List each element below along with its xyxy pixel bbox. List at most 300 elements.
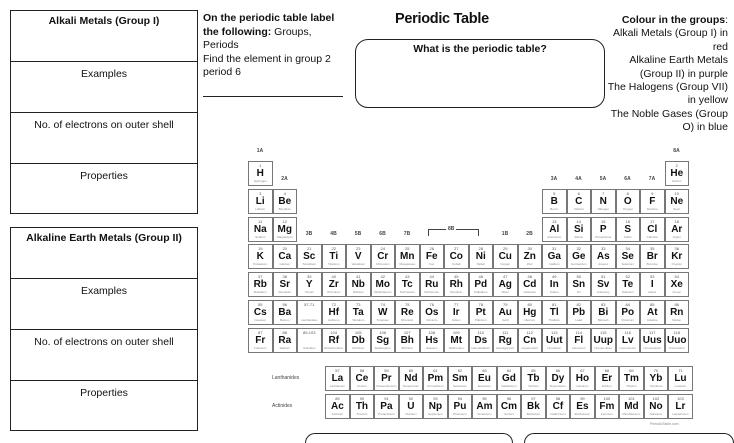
element-cell-sn[interactable] xyxy=(567,272,592,297)
element-name: Sulfur xyxy=(623,235,632,239)
element-cell-po[interactable] xyxy=(616,300,641,325)
element-name: Sodium xyxy=(255,235,266,239)
element-name: Neon xyxy=(673,207,681,211)
atomic-number: 9 xyxy=(651,191,654,196)
element-name: Tungsten xyxy=(376,318,389,322)
element-cell-uuo[interactable] xyxy=(665,328,690,353)
element-cell-rg[interactable] xyxy=(493,328,518,353)
element-name: Caesium xyxy=(254,318,267,322)
element-cell-k[interactable] xyxy=(248,244,273,269)
element-cell-n[interactable] xyxy=(591,189,616,214)
alkaline-earth-electrons-field[interactable]: No. of electrons on outer shell xyxy=(11,330,197,381)
element-name: Arsenic xyxy=(598,262,609,266)
element-name: Einsteinium xyxy=(574,412,591,416)
element-symbol: Ds xyxy=(474,335,488,346)
element-cell-uut[interactable] xyxy=(542,328,567,353)
element-name: Iridium xyxy=(451,318,461,322)
element-symbol: Mt xyxy=(450,335,463,346)
element-cell-ar[interactable] xyxy=(665,217,690,242)
element-cell-fr[interactable] xyxy=(248,328,273,353)
element-name: Mendelevium xyxy=(622,412,641,416)
element-cell-bk[interactable] xyxy=(521,394,546,419)
element-cell-cr[interactable] xyxy=(371,244,396,269)
atomic-number: 81 xyxy=(552,302,557,307)
element-cell-mn[interactable] xyxy=(395,244,420,269)
element-cell-nd[interactable] xyxy=(399,366,424,391)
element-name: Lutetium xyxy=(674,384,687,388)
element-cell-gd[interactable] xyxy=(497,366,522,391)
element-cell-pd[interactable] xyxy=(469,272,494,297)
atomic-number: 100 xyxy=(603,396,611,401)
atomic-number: 33 xyxy=(601,246,606,251)
element-cell-yb[interactable] xyxy=(644,366,669,391)
element-name: Ytterbium xyxy=(649,384,663,388)
element-cell-p[interactable] xyxy=(591,217,616,242)
atomic-number: 76 xyxy=(429,302,434,307)
alkali-electrons-field[interactable]: No. of electrons on outer shell xyxy=(11,113,197,164)
element-symbol: Tm xyxy=(623,373,639,384)
element-name: Astatine xyxy=(646,318,658,322)
alkali-examples-field[interactable]: Examples xyxy=(11,62,197,113)
element-cell-tc[interactable] xyxy=(395,272,420,297)
element-name: Strontium xyxy=(278,290,292,294)
element-cell-mo[interactable] xyxy=(371,272,396,297)
element-cell-fe[interactable] xyxy=(420,244,445,269)
element-cell-lu[interactable] xyxy=(668,366,693,391)
atomic-number: 117 xyxy=(649,330,656,335)
element-symbol: Nd xyxy=(404,373,418,384)
element-cell-pt[interactable] xyxy=(469,300,494,325)
element-name: Phosphorus xyxy=(595,235,612,239)
element-cell-rh[interactable] xyxy=(444,272,469,297)
element-cell-rb[interactable] xyxy=(248,272,273,297)
instructions-bold: On the periodic table label the following: xyxy=(203,12,335,38)
element-cell-pa[interactable] xyxy=(374,394,399,419)
element-name: Tantalum xyxy=(352,318,365,322)
element-symbol: Cu xyxy=(498,251,512,262)
element-symbol: Uuo xyxy=(667,335,687,346)
element-cell-ho[interactable] xyxy=(570,366,595,391)
atomic-number: 2 xyxy=(675,163,678,168)
atomic-number: 80 xyxy=(527,302,532,307)
element-cell-uus[interactable] xyxy=(640,328,665,353)
element-symbol: Hf xyxy=(328,307,340,318)
atomic-number: 34 xyxy=(625,246,630,251)
group-label-6a: 6A xyxy=(624,176,631,182)
element-symbol: Cf xyxy=(552,401,564,412)
element-cell-eu[interactable] xyxy=(472,366,497,391)
atomic-number: 109 xyxy=(452,330,460,335)
element-symbol: Lv xyxy=(621,335,634,346)
element-symbol: Pr xyxy=(381,373,392,384)
element-cell-at[interactable] xyxy=(640,300,665,325)
element-cell-br[interactable] xyxy=(640,244,665,269)
element-cell-cm[interactable] xyxy=(497,394,522,419)
element-symbol: Mn xyxy=(400,251,415,262)
atomic-number: 113 xyxy=(551,330,558,335)
element-name: Xenon xyxy=(672,290,682,294)
alkali-title: Alkali Metals (Group I) xyxy=(11,11,197,62)
group-label-6b: 6B xyxy=(379,231,386,237)
element-cell-fl[interactable] xyxy=(567,328,592,353)
element-symbol: Tb xyxy=(527,373,540,384)
element-cell-sc[interactable] xyxy=(297,244,322,269)
atomic-number: 42 xyxy=(380,274,385,279)
atomic-number: 15 xyxy=(601,219,606,224)
element-cell-os[interactable] xyxy=(420,300,445,325)
atomic-number: 20 xyxy=(282,246,287,251)
atomic-number: 88 xyxy=(282,330,287,335)
atomic-number: 83 xyxy=(601,302,606,307)
element-symbol: Mo xyxy=(375,279,390,290)
atomic-number: 65 xyxy=(531,368,536,373)
element-cell-es[interactable] xyxy=(570,394,595,419)
alkaline-earth-properties-field[interactable]: Properties xyxy=(80,387,128,399)
element-name: Indium xyxy=(549,290,559,294)
element-cell-db[interactable] xyxy=(346,328,371,353)
element-cell-la[interactable] xyxy=(325,366,350,391)
element-cell-cd[interactable] xyxy=(518,272,543,297)
element-cell-lv[interactable] xyxy=(616,328,641,353)
element-name: Meitnerium xyxy=(448,346,464,350)
element-name: Lanthanides xyxy=(301,318,318,322)
atomic-number: 45 xyxy=(454,274,459,279)
element-cell-cn[interactable] xyxy=(518,328,543,353)
element-cell-pm[interactable] xyxy=(423,366,448,391)
element-symbol: K xyxy=(256,251,264,262)
atomic-number: 106 xyxy=(379,330,387,335)
element-cell-te[interactable] xyxy=(616,272,641,297)
answer-line[interactable] xyxy=(203,96,343,97)
element-name: Plutonium xyxy=(453,412,467,416)
element-cell-na[interactable] xyxy=(248,217,273,242)
element-cell-cf[interactable] xyxy=(546,394,571,419)
element-symbol: Si xyxy=(574,224,584,235)
element-symbol: Ag xyxy=(498,279,512,290)
element-symbol: Ne xyxy=(670,196,684,207)
atomic-number: 4 xyxy=(283,191,286,196)
element-cell-ti[interactable] xyxy=(322,244,347,269)
element-cell-ge[interactable] xyxy=(567,244,592,269)
element-name: Tin xyxy=(576,290,581,294)
element-cell-ds[interactable] xyxy=(469,328,494,353)
atomic-number: 69 xyxy=(629,368,634,373)
atomic-number: 71 xyxy=(678,368,683,373)
element-name: Nickel xyxy=(476,262,485,266)
element-name: Hydrogen xyxy=(253,179,267,183)
element-symbol: Li xyxy=(255,196,265,207)
element-cell-mg[interactable] xyxy=(273,217,298,242)
element-cell-placeholder[interactable] xyxy=(297,328,322,353)
atomic-number: 97 xyxy=(531,396,536,401)
element-cell-c[interactable] xyxy=(567,189,592,214)
element-symbol: Er xyxy=(601,373,613,384)
element-cell-co[interactable] xyxy=(444,244,469,269)
atomic-number: 26 xyxy=(429,246,434,251)
element-name: Hafnium xyxy=(328,318,340,322)
element-name: Rutherfordium xyxy=(324,346,344,350)
element-cell-hf[interactable] xyxy=(322,300,347,325)
element-symbol: Tc xyxy=(401,279,413,290)
element-name: Berkelium xyxy=(526,412,541,416)
element-symbol: Uut xyxy=(545,335,563,346)
element-cell-hs[interactable] xyxy=(420,328,445,353)
element-name: Titanium xyxy=(328,262,340,266)
element-symbol: Es xyxy=(576,401,589,412)
atomic-number: 101 xyxy=(628,396,635,401)
element-symbol: Ir xyxy=(452,307,460,318)
element-symbol: Ac xyxy=(331,401,344,412)
element-symbol: Na xyxy=(253,224,267,235)
element-name: Fluorine xyxy=(646,207,658,211)
element-cell-ta[interactable] xyxy=(346,300,371,325)
element-cell-kr[interactable] xyxy=(665,244,690,269)
atomic-number: 51 xyxy=(601,274,606,279)
element-cell-rf[interactable] xyxy=(322,328,347,353)
element-cell-i[interactable] xyxy=(640,272,665,297)
element-cell-tl[interactable] xyxy=(542,300,567,325)
atomic-number: 23 xyxy=(356,246,361,251)
element-cell-si[interactable] xyxy=(567,217,592,242)
element-symbol: Md xyxy=(624,401,639,412)
element-cell-ag[interactable] xyxy=(493,272,518,297)
group-label-7a: 7A xyxy=(648,176,656,182)
element-cell-pu[interactable] xyxy=(448,394,473,419)
element-name: Germanium xyxy=(570,262,587,266)
atomic-number: 27 xyxy=(454,246,459,251)
element-name: Silver xyxy=(501,290,509,294)
element-cell-tb[interactable] xyxy=(521,366,546,391)
element-symbol: Cs xyxy=(253,307,267,318)
element-name: Oxygen xyxy=(622,207,633,211)
element-name: Barium xyxy=(279,318,290,322)
element-cell-fm[interactable] xyxy=(595,394,620,419)
element-cell-ce[interactable] xyxy=(350,366,375,391)
alkali-properties-field[interactable]: Properties xyxy=(80,170,128,182)
element-name: Zirconium xyxy=(327,290,341,294)
element-cell-s[interactable] xyxy=(616,217,641,242)
atomic-number: 99 xyxy=(580,396,585,401)
element-name: Niobium xyxy=(352,290,364,294)
element-symbol: P xyxy=(599,224,607,235)
element-cell-u[interactable] xyxy=(399,394,424,419)
element-symbol: Ru xyxy=(425,279,439,290)
element-symbol: Ba xyxy=(278,307,292,318)
element-cell-ni[interactable] xyxy=(469,244,494,269)
element-cell-li[interactable] xyxy=(248,189,273,214)
labeling-instructions xyxy=(203,12,343,80)
atomic-number: 72 xyxy=(331,302,336,307)
element-name: Aluminium xyxy=(547,235,562,239)
element-cell-y[interactable] xyxy=(297,272,322,297)
element-name: Ununoctium xyxy=(668,346,685,350)
atomic-number: 102 xyxy=(652,396,660,401)
atomic-number: 19 xyxy=(258,246,263,251)
atomic-number: 31 xyxy=(552,246,557,251)
element-symbol: Ta xyxy=(352,307,364,318)
element-symbol: Zr xyxy=(328,279,339,290)
element-symbol xyxy=(298,335,321,346)
element-cell-pb[interactable] xyxy=(567,300,592,325)
atomic-number: 110 xyxy=(477,330,484,335)
element-symbol: Kr xyxy=(671,251,683,262)
atomic-number: 40 xyxy=(331,274,336,279)
element-symbol: Rb xyxy=(253,279,267,290)
element-cell-ba[interactable] xyxy=(273,300,298,325)
atomic-number: 46 xyxy=(478,274,483,279)
element-name: Silicon xyxy=(574,235,584,239)
atomic-number: 11 xyxy=(258,219,263,224)
element-cell-dy[interactable] xyxy=(546,366,571,391)
element-cell-nb[interactable] xyxy=(346,272,371,297)
element-name: Platinum xyxy=(474,318,487,322)
element-cell-bh[interactable] xyxy=(395,328,420,353)
element-cell-ru[interactable] xyxy=(420,272,445,297)
element-name: Promethium xyxy=(427,384,444,388)
element-name: Thulium xyxy=(626,384,637,388)
element-cell-f[interactable] xyxy=(640,189,665,214)
element-cell-al[interactable] xyxy=(542,217,567,242)
element-cell-placeholder[interactable] xyxy=(297,300,322,325)
group-8b-bracket xyxy=(428,226,479,236)
atomic-number: 67 xyxy=(580,368,585,373)
group-label-5b: 5B xyxy=(354,231,362,237)
element-cell-sg[interactable] xyxy=(371,328,396,353)
element-symbol: Rn xyxy=(670,307,684,318)
atomic-number: 36 xyxy=(674,246,679,251)
element-cell-cs[interactable] xyxy=(248,300,273,325)
element-cell-w[interactable] xyxy=(371,300,396,325)
element-cell-md[interactable] xyxy=(619,394,644,419)
element-cell-np[interactable] xyxy=(423,394,448,419)
element-cell-tm[interactable] xyxy=(619,366,644,391)
element-cell-se[interactable] xyxy=(616,244,641,269)
atomic-number: 1 xyxy=(259,163,262,168)
element-cell-rn[interactable] xyxy=(665,300,690,325)
atomic-number: 16 xyxy=(625,219,630,224)
element-name: Osmium xyxy=(426,318,438,322)
element-cell-h[interactable] xyxy=(248,161,273,186)
element-cell-er[interactable] xyxy=(595,366,620,391)
element-cell-sv[interactable] xyxy=(591,272,616,297)
element-name: Gallium xyxy=(549,262,560,266)
alkaline-earth-examples-field[interactable]: Examples xyxy=(11,279,197,330)
element-cell-ir[interactable] xyxy=(444,300,469,325)
element-name: Rhodium xyxy=(450,290,463,294)
atomic-number: 68 xyxy=(604,368,610,373)
atomic-number: 7 xyxy=(602,191,605,196)
question-box[interactable] xyxy=(355,39,605,108)
element-symbol: Uup xyxy=(593,335,613,346)
element-cell-ac[interactable] xyxy=(325,394,350,419)
element-cell-as[interactable] xyxy=(591,244,616,269)
element-cell-sm[interactable] xyxy=(448,366,473,391)
element-name: Americium xyxy=(477,412,492,416)
bottom-answer-box-left[interactable] xyxy=(305,433,513,443)
atomic-number: 96 xyxy=(506,396,512,401)
element-symbol: Sr xyxy=(279,279,291,290)
group-label-5a: 5A xyxy=(599,176,607,182)
element-symbol: Zn xyxy=(523,251,536,262)
element-symbol: Cm xyxy=(500,401,517,412)
element-cell-cu[interactable] xyxy=(493,244,518,269)
element-symbol: Re xyxy=(400,307,414,318)
element-cell-be[interactable] xyxy=(273,189,298,214)
element-name: Rhenium xyxy=(401,318,414,322)
element-name: Lithium xyxy=(255,207,266,211)
element-name: Cadmium xyxy=(523,290,537,294)
atomic-number: 104 xyxy=(330,330,338,335)
element-cell-mt[interactable] xyxy=(444,328,469,353)
atomic-number: 114 xyxy=(575,330,582,335)
element-cell-in[interactable] xyxy=(542,272,567,297)
element-cell-au[interactable] xyxy=(493,300,518,325)
element-name: Iron xyxy=(429,262,435,266)
atomic-number: 41 xyxy=(356,274,361,279)
atomic-number: 60 xyxy=(408,368,414,373)
element-cell-th[interactable] xyxy=(350,394,375,419)
group-label-1a: 1A xyxy=(256,148,264,154)
element-cell-am[interactable] xyxy=(472,394,497,419)
atomic-number: 73 xyxy=(356,302,361,307)
element-cell-hg[interactable] xyxy=(518,300,543,325)
element-symbol: S xyxy=(624,224,632,235)
colour-instructions: Colour in the groups: Alkali Metals (Group I) in red Alkaline Earth Metals (Group II) in purple The Halogens (Group VII) in yellow The Noble Gases (Group O) in blue xyxy=(607,14,728,134)
element-cell-re[interactable] xyxy=(395,300,420,325)
group-label-4a: 4A xyxy=(575,176,582,182)
element-cell-zr[interactable] xyxy=(322,272,347,297)
element-name: Seaborgium xyxy=(374,346,391,350)
element-name: Californium xyxy=(550,412,566,416)
element-symbol xyxy=(298,307,321,318)
atomic-number: 112 xyxy=(526,330,533,335)
element-symbol: Pa xyxy=(380,401,393,412)
element-cell-ga[interactable] xyxy=(542,244,567,269)
element-cell-v[interactable] xyxy=(346,244,371,269)
element-cell-lr[interactable] xyxy=(668,394,693,419)
element-name: Iodine xyxy=(648,290,657,294)
element-symbol: Te xyxy=(622,279,634,290)
element-cell-he[interactable] xyxy=(665,161,690,186)
element-symbol: Os xyxy=(425,307,439,318)
element-cell-bi[interactable] xyxy=(591,300,616,325)
element-cell-sr[interactable] xyxy=(273,272,298,297)
element-cell-ra[interactable] xyxy=(273,328,298,353)
page-title: Periodic Table xyxy=(395,11,489,27)
element-name: Samarium xyxy=(453,384,467,388)
element-cell-xe[interactable] xyxy=(665,272,690,297)
element-name: Magnesium xyxy=(276,235,293,239)
element-cell-o[interactable] xyxy=(616,189,641,214)
atomic-number: 30 xyxy=(527,246,532,251)
element-symbol: Am xyxy=(476,401,493,412)
element-name: Neptunium xyxy=(428,412,443,416)
element-symbol: F xyxy=(649,196,656,207)
element-cell-zn[interactable] xyxy=(518,244,543,269)
element-cell-no[interactable] xyxy=(644,394,669,419)
element-symbol: B xyxy=(550,196,558,207)
element-cell-cl[interactable] xyxy=(640,217,665,242)
element-cell-uup[interactable] xyxy=(591,328,616,353)
element-cell-ca[interactable] xyxy=(273,244,298,269)
atomic-number: 56 xyxy=(282,302,287,307)
element-symbol: Hs xyxy=(425,335,439,346)
element-symbol: Mg xyxy=(277,224,292,235)
element-cell-b[interactable] xyxy=(542,189,567,214)
element-cell-pr[interactable] xyxy=(374,366,399,391)
bottom-answer-box-right[interactable] xyxy=(524,433,734,443)
element-cell-ne[interactable] xyxy=(665,189,690,214)
